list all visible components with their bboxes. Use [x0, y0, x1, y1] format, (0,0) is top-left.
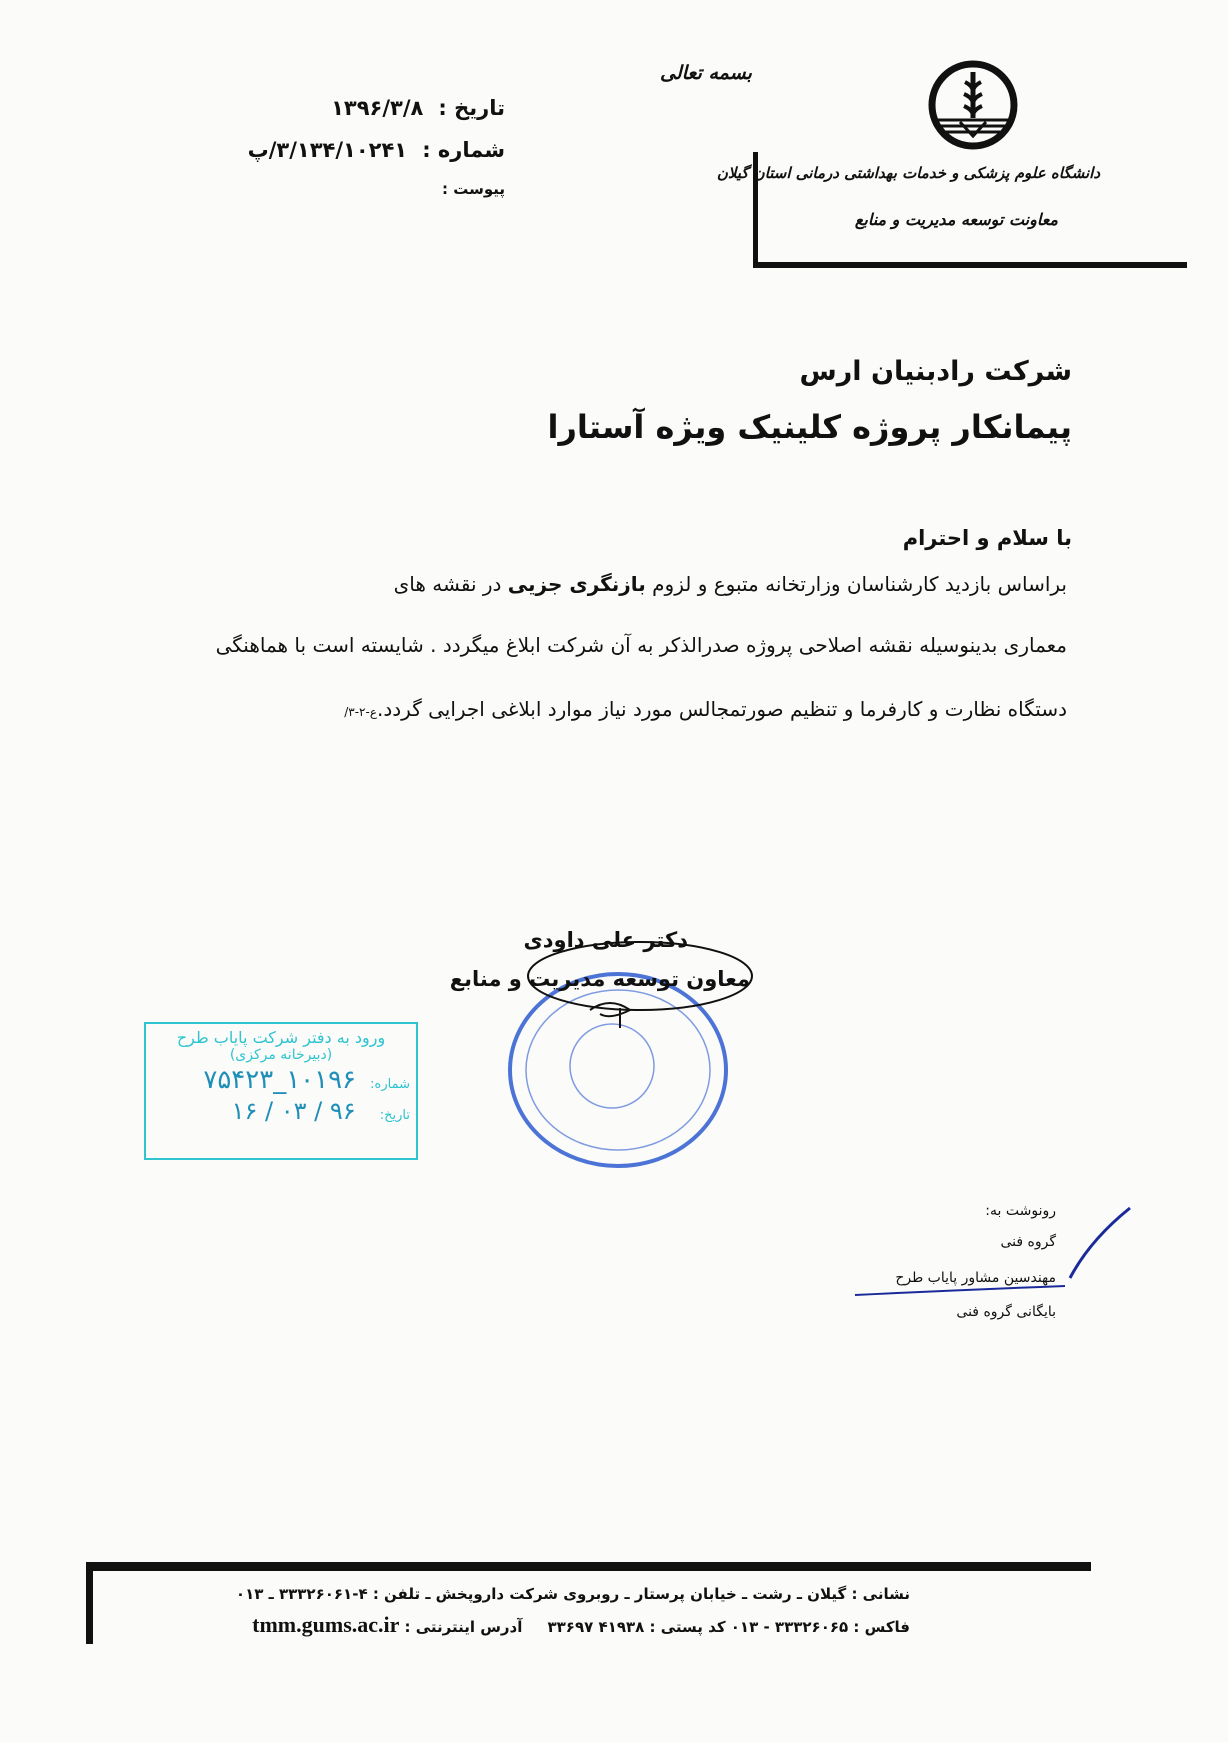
body-line-1: [167, 572, 1067, 596]
entry-stamp: [144, 1022, 418, 1160]
body-line-1-a: براساس بازدید کارشناسان وزارتخانه متبوع و لزوم: [652, 572, 1067, 596]
body-line-3: [344, 697, 1067, 721]
reference-code: ع-۲-۳/: [344, 705, 377, 719]
copies-item: بایگانی گروه فنی: [956, 1304, 1056, 1320]
number-row: [200, 138, 505, 162]
body-line-3-text: دستگاه نظارت و کارفرما و تنظیم صورتمجالس مورد نیاز موارد ابلاغی اجرایی گردد.: [377, 697, 1067, 721]
footer-rule: [89, 1562, 1091, 1571]
entry-stamp-date: ۹۶ / ۰۳ / ۱۶: [231, 1097, 356, 1125]
footer-fax: فاکس : ۳۳۳۲۶۰۶۵ - ۰۱۳ کد پستی : ۴۱۹۳۸ ۳۳۶۹۷: [547, 1618, 910, 1636]
entry-stamp-date-label: تاریخ:: [379, 1108, 410, 1123]
entry-stamp-date-row: [146, 1097, 416, 1125]
invocation: بسمه تعالی: [660, 62, 752, 84]
recipient-company: شرکت رادبنیان ارس: [799, 356, 1072, 387]
frame-horizontal-line: [753, 262, 1187, 268]
footer-address: نشانی : گیلان ـ رشت ـ خیابان پرستار ـ روبروی شرکت داروپخش ـ تلفن : ۴-۳۳۳۲۶۰۶۱ ـ ۰۱۳: [235, 1585, 910, 1603]
number-label: شماره :: [422, 138, 505, 162]
copies-label: رونوشت به:: [985, 1203, 1056, 1219]
university-logo: [928, 60, 1018, 150]
date-value: ۱۳۹۶/۳/۸: [331, 96, 424, 120]
entry-stamp-line1: ورود به دفتر شرکت پایاب طرح: [176, 1028, 386, 1047]
body-line-1-bold: بازنگری جزیی: [507, 572, 646, 596]
date-row: [252, 96, 505, 120]
recipient-role: پیمانکار پروژه کلینیک ویژه آستارا: [547, 408, 1072, 446]
body-line-1-b: در نقشه های: [393, 572, 502, 596]
university-name: دانشگاه علوم پزشکی و خدمات بهداشتی درمانی استان گیلان: [716, 164, 1100, 182]
attachment-label: پیوست :: [441, 180, 505, 198]
entry-stamp-number: ۱۰۱۹۶_۷۵۴۲۳: [203, 1065, 357, 1095]
copies-item: مهندسین مشاور پایاب طرح: [895, 1270, 1056, 1286]
footer-contact: [252, 1612, 910, 1638]
footer-vertical-rule: [86, 1562, 93, 1644]
copies-item: گروه فنی: [1000, 1234, 1056, 1250]
greeting: با سلام و احترام: [902, 526, 1072, 550]
body-line-2: معماری بدینوسیله نقشه اصلاحی پروژه صدرالذکر به آن شرکت ابلاغ میگردد . شایسته است با هماهنگی: [215, 633, 1067, 657]
date-label: تاریخ :: [438, 96, 505, 120]
footer-web-label: آدرس اینترنتی :: [404, 1618, 523, 1636]
number-value: ۳/۱۳۴/۱۰۲۴۱/پ: [247, 138, 408, 162]
pen-check-mark: [850, 1200, 1140, 1300]
signatory-name: دکتر علی داودی: [523, 928, 688, 952]
footer-website: tmm.gums.ac.ir: [252, 1612, 400, 1637]
entry-stamp-number-label: شماره:: [370, 1077, 410, 1092]
entry-stamp-number-row: [146, 1063, 416, 1097]
department-name: معاونت توسعه مدیریت و منابع: [854, 210, 1058, 229]
signatory-title: معاون توسعه مدیریت و منابع: [449, 967, 750, 991]
entry-stamp-line2: (دبیرخانه مرکزی): [229, 1047, 333, 1063]
